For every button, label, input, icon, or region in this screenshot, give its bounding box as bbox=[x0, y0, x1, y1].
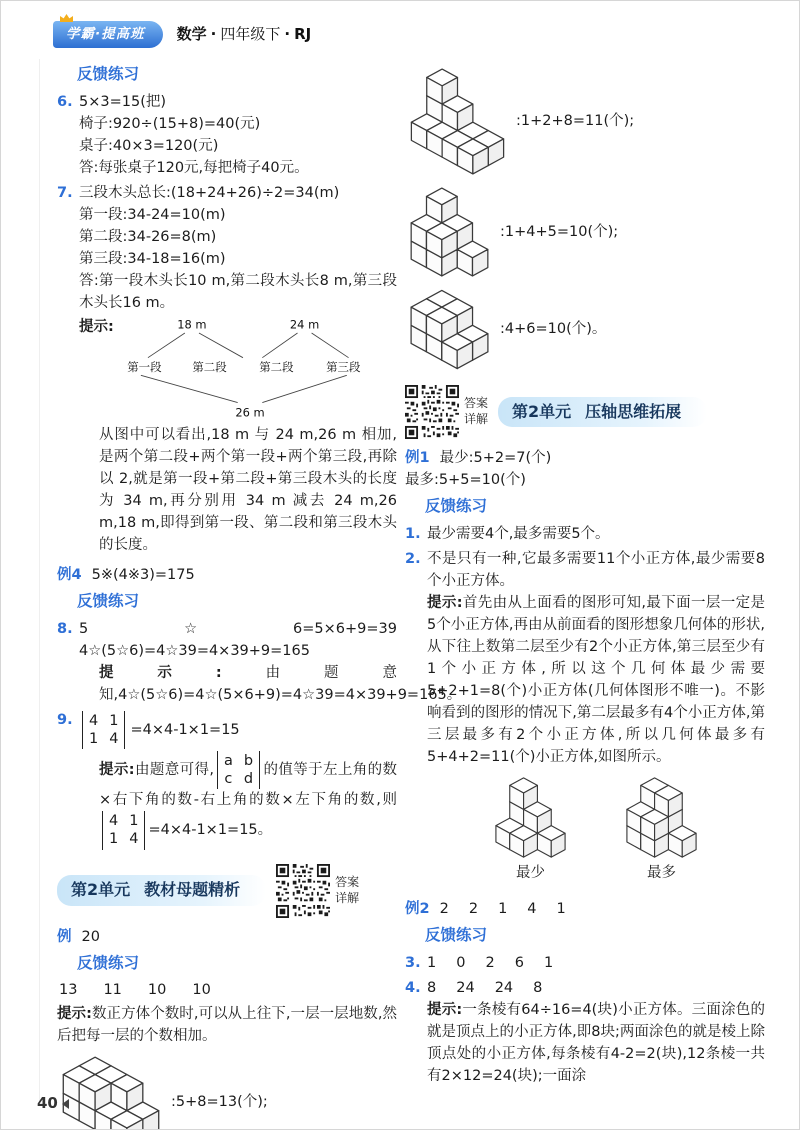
diagram-length-18: 18 m bbox=[177, 317, 207, 332]
answer-value: 8 bbox=[533, 979, 543, 996]
hint-text: 首先由从上面看的图形可知,最下面一层一定是5个小正方体,再由从前面看的图形想象几何体的形状,从下往上数第二层至少有2个小正方体,第三层至少有1个小正方体,所以这个几何体最少需要5+2+1=8(个)小正方体(几何体图形不唯一)。不影响看到的图形的情况下,第二层最多有4个小正方体,第三层最多有2个小正方体,所以几何体最多有5+4+2=11(个)小正方体,如图所示。 bbox=[427, 594, 765, 765]
page-number-arrow-icon bbox=[62, 1099, 69, 1109]
segment-label-1: 第一段 bbox=[127, 359, 162, 374]
qr-caption bbox=[335, 875, 359, 906]
right-column bbox=[405, 59, 765, 1090]
answer-value: 1 bbox=[498, 900, 508, 917]
feedback-practice-heading: 反馈练习 bbox=[77, 592, 140, 611]
book-subject bbox=[177, 23, 312, 46]
figure-caption: :4+6=10(个)。 bbox=[500, 321, 607, 338]
hint-text: =4×4-1×1=15。 bbox=[148, 822, 273, 839]
problem-4 bbox=[405, 977, 765, 1087]
section-heading bbox=[57, 875, 266, 905]
equation-line: 桌子:40×3=120(元) bbox=[79, 137, 219, 154]
problem-number: 4. bbox=[405, 979, 421, 996]
det-cell: 1 bbox=[109, 831, 119, 848]
feedback-practice-heading: 反馈练习 bbox=[425, 497, 488, 516]
problem-9 bbox=[57, 709, 397, 850]
example-label: 例2 bbox=[405, 900, 430, 917]
cube-figure-row bbox=[61, 1055, 397, 1130]
answer-value: 1 bbox=[427, 954, 437, 971]
problem-number: 2. bbox=[405, 550, 421, 567]
determinant-equation bbox=[79, 711, 397, 749]
det-cell: d bbox=[243, 771, 254, 788]
brand-ribbon-text: 学霸·提高班 bbox=[53, 21, 163, 48]
hint-label: 提示: bbox=[99, 762, 135, 779]
figure-caption: 最多 bbox=[647, 864, 676, 881]
qr-caption-line: 详解 bbox=[335, 890, 360, 905]
hint-text: 的值等于左上角的数×右下角的数-右上角的数×左下角的数,则 bbox=[99, 762, 398, 809]
answer-value: 2 bbox=[439, 900, 449, 917]
feedback-practice-heading: 反馈练习 bbox=[77, 953, 140, 972]
det-cell: 4 bbox=[109, 730, 119, 747]
answer-line: 答:每张桌子120元,每把椅子40元。 bbox=[79, 159, 309, 176]
problem-2 bbox=[405, 548, 765, 890]
feedback-practice-heading: 反馈练习 bbox=[425, 926, 488, 945]
det-cell: 4 bbox=[129, 831, 139, 848]
section-name: 压轴思维拓展 bbox=[585, 401, 682, 421]
example-label: 例1 bbox=[405, 450, 430, 466]
separator-dot: · bbox=[210, 24, 217, 43]
answer-value: 1 bbox=[543, 954, 554, 971]
figure-caption: :1+4+5=10(个); bbox=[500, 223, 619, 240]
problem-number: 6. bbox=[57, 93, 73, 110]
page-number: 40 bbox=[37, 1094, 58, 1113]
hint-text: 由题意知,4☆(5☆6)=4☆(5×6+9)=4☆39=4×39+9=165。 bbox=[99, 664, 462, 703]
det-cell: 1 bbox=[109, 712, 119, 729]
cube-figure-row bbox=[409, 186, 765, 278]
cube-figure-row bbox=[409, 67, 765, 176]
cube-figure-max bbox=[625, 776, 698, 859]
example-1 bbox=[405, 447, 765, 491]
answer-value: 4 bbox=[527, 900, 537, 917]
margin-rule bbox=[39, 59, 40, 1103]
problem-6 bbox=[57, 91, 397, 179]
solution-text: 5☆6=5×6+9=39 4☆(5☆6)=4☆39=4×39+9=165 bbox=[79, 620, 412, 659]
qr-block bbox=[405, 385, 488, 439]
segment-label-2: 第二段 bbox=[192, 359, 227, 374]
unit-label: 第2单元 bbox=[71, 880, 131, 900]
subject-name: 数学 bbox=[176, 24, 207, 43]
section-heading-row bbox=[57, 864, 397, 918]
cube-figure-10b bbox=[409, 288, 490, 371]
qr-caption-line: 答案 bbox=[464, 396, 489, 411]
hint-paragraph bbox=[427, 999, 765, 1087]
cube-figure-11 bbox=[409, 67, 506, 176]
hint-text: 由题意可得, bbox=[134, 762, 214, 779]
segment-label-3: 第二段 bbox=[259, 359, 294, 374]
qr-caption-line: 详解 bbox=[464, 412, 489, 426]
answer-value: 1 bbox=[556, 900, 566, 917]
problem-1 bbox=[405, 523, 765, 545]
answer-value: 11 bbox=[103, 982, 122, 999]
answer-value: 24 bbox=[456, 979, 475, 996]
hint-paragraph bbox=[57, 1003, 397, 1047]
determinant-abcd bbox=[217, 751, 260, 789]
det-cell: 1 bbox=[129, 813, 139, 830]
qr-caption bbox=[464, 396, 488, 427]
equation-line: 椅子:920÷(15+8)=40(元) bbox=[79, 115, 261, 132]
answer-value: 0 bbox=[456, 954, 466, 971]
problem-7 bbox=[57, 182, 397, 556]
det-cell: 1 bbox=[89, 730, 99, 747]
section-heading bbox=[498, 397, 707, 427]
problem-number: 9. bbox=[57, 711, 73, 728]
answer-text: 不是只有一种,它最多需要11个小正方体,最少需要8个小正方体。 bbox=[427, 550, 765, 589]
hint-paragraph bbox=[99, 751, 397, 850]
figure-caption: :1+2+8=11(个); bbox=[516, 113, 635, 130]
cube-figure-row bbox=[409, 288, 765, 371]
hint-label: 提示: bbox=[427, 1001, 463, 1018]
example-label: 例4 bbox=[57, 567, 82, 584]
qr-code bbox=[405, 385, 459, 439]
example-answer-line2: 最多:5+5=10(个) bbox=[405, 472, 526, 489]
page-header bbox=[53, 21, 311, 48]
feedback-practice-heading: 反馈练习 bbox=[77, 65, 140, 83]
segments-tree-diagram bbox=[118, 316, 382, 424]
section-heading-row bbox=[405, 385, 765, 439]
separator-dot: · bbox=[284, 24, 291, 43]
example-2 bbox=[405, 898, 765, 920]
problem-number: 8. bbox=[57, 620, 73, 637]
det-cell: c bbox=[224, 771, 233, 788]
answer-value: 10 bbox=[192, 982, 211, 999]
det-cell: 4 bbox=[89, 712, 99, 729]
det-result: =4×4-1×1=15 bbox=[130, 721, 240, 738]
hint-explanation: 从图中可以看出,18 m 与 24 m,26 m 相加,是两个第二段+两个第一段+两个第三段,再除以 2,就是第一段+第二段+第三段木头的长度为 34 m,再分别用 34 m 减去 24 m,26 m,18 m,即得到第一段、第二段和第三段木头的长度。 bbox=[99, 426, 397, 554]
det-cell: 4 bbox=[109, 813, 119, 830]
diagram-length-26: 26 m bbox=[235, 405, 265, 420]
answer-value: 8 bbox=[427, 979, 437, 996]
example-answer: 5※(4※3)=175 bbox=[91, 567, 195, 584]
answer-value: 24 bbox=[494, 979, 514, 996]
hint-text: 数正方体个数时,可以从上往下,一层一层地数,然后把每一层的个数相加。 bbox=[57, 1006, 397, 1045]
hint-label: 提示: bbox=[57, 1006, 92, 1023]
example-label: 例 bbox=[57, 928, 72, 945]
answers-list bbox=[427, 977, 765, 999]
problem-number: 3. bbox=[405, 954, 421, 971]
problem-number: 1. bbox=[405, 525, 421, 542]
answer-value: 6 bbox=[514, 954, 524, 971]
answer-value: 10 bbox=[147, 982, 167, 999]
hint-text: 一条棱有64÷16=4(块)小正方体。三面涂色的就是顶点上的小正方体,即8块;两面涂色的就是棱上除顶点处的小正方体,每条棱有4-2=2(块),12条棱一共有2×12=24(块);一面涂 bbox=[427, 1001, 765, 1084]
hint-label: 提示: bbox=[79, 318, 114, 335]
brand-logo bbox=[53, 21, 163, 48]
min-max-figures bbox=[427, 776, 765, 884]
answers-row bbox=[59, 979, 397, 1001]
hint-with-diagram bbox=[79, 316, 397, 424]
hint-label: 提示: bbox=[99, 664, 222, 681]
answer-text: 最少需要4个,最多需要5个。 bbox=[427, 525, 610, 542]
figure-with-caption bbox=[625, 776, 698, 884]
equation-line: 三段木头总长:(18+24+26)÷2=34(m) bbox=[79, 184, 340, 201]
unit-label: 第2单元 bbox=[512, 401, 572, 421]
equation-line: 5×3=15(把) bbox=[79, 93, 167, 110]
section-name: 教材母题精析 bbox=[144, 880, 241, 900]
example-answer: 最少:5+2=7(个) bbox=[439, 450, 552, 466]
answer-value: 13 bbox=[59, 982, 78, 999]
crown-icon bbox=[60, 14, 73, 22]
answers-list bbox=[427, 952, 765, 974]
answer-value: 2 bbox=[468, 900, 479, 917]
segment-label-4: 第三段 bbox=[325, 359, 361, 374]
equation-line: 第三段:34-18=16(m) bbox=[79, 250, 226, 267]
equation-line: 第二段:34-26=8(m) bbox=[79, 228, 217, 245]
cube-figure-min bbox=[494, 776, 567, 859]
problem-number: 7. bbox=[57, 184, 73, 201]
hint-paragraph bbox=[99, 662, 462, 706]
qr-code bbox=[276, 864, 330, 918]
example-20 bbox=[57, 926, 397, 948]
determinant-4114 bbox=[82, 711, 125, 749]
page-footer bbox=[37, 1092, 69, 1115]
edition-label: RJ bbox=[294, 24, 312, 43]
det-cell: a bbox=[223, 753, 233, 769]
example-4 bbox=[57, 564, 397, 586]
answer-line: 答:第一段木头长10 m,第二段木头长8 m,第三段木头长16 m。 bbox=[79, 272, 397, 311]
hint-label: 提示: bbox=[427, 594, 463, 611]
hint-paragraph bbox=[427, 592, 765, 768]
det-cell: b bbox=[243, 753, 254, 769]
answer-value: 2 bbox=[485, 954, 495, 971]
diagram-length-24: 24 m bbox=[289, 317, 320, 332]
problem-8 bbox=[57, 618, 462, 706]
example-answer: 20 bbox=[81, 928, 100, 945]
qr-caption-line: 答案 bbox=[335, 874, 360, 889]
problem-3 bbox=[405, 952, 765, 974]
equation-line: 第一段:34-24=10(m) bbox=[79, 206, 226, 223]
grade-label: 四年级下 bbox=[220, 24, 281, 43]
cube-figure-10a bbox=[409, 186, 490, 278]
qr-block bbox=[276, 864, 359, 918]
answers-list bbox=[440, 898, 566, 920]
determinant-4114 bbox=[102, 811, 145, 849]
figure-with-caption bbox=[494, 776, 567, 884]
figure-caption: :5+8=13(个); bbox=[171, 1094, 268, 1111]
cube-figure-13 bbox=[61, 1055, 161, 1130]
figure-caption: 最少 bbox=[516, 864, 545, 881]
